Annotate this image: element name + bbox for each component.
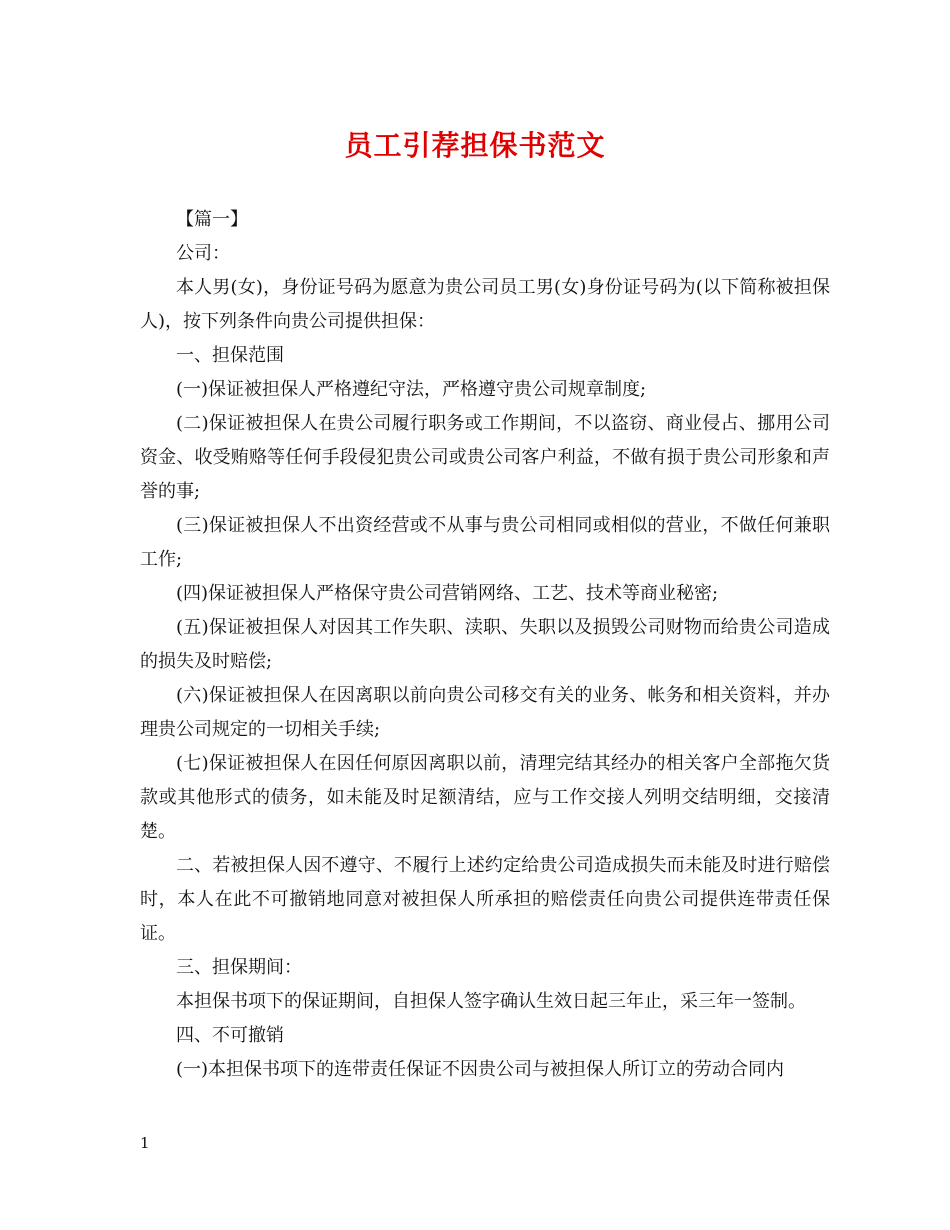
irrevocable-item-1: (一)本担保书项下的连带责任保证不因贵公司与被担保人所订立的劳动合同内 [176,1059,785,1080]
guarantee-item-1: (一)保证被担保人严格遵纪守法，严格遵守贵公司规章制度; [176,379,647,400]
document-body [140,203,830,1087]
guarantor-statement: 本人男(女)，身份证号码为愿意为贵公司员工男(女)身份证号码为(以下简称被担保人)，按下列条件向贵公司提供担保： [140,277,830,332]
section-heading-irrevocable: 四、不可撤销 [176,1025,284,1046]
section-heading-guarantee-period: 三、担保期间： [176,957,302,978]
guarantee-item-2: (二)保证被担保人在贵公司履行职务或工作期间，不以盗窃、商业侵占、挪用公司资金、收受贿赂等任何手段侵犯贵公司或贵公司客户利益，不做有损于贵公司形象和声誉的事; [140,413,830,502]
document-title: 员工引荐担保书范文 [344,129,606,162]
guarantee-item-5: (五)保证被担保人对因其工作失职、渎职、失职以及损毁公司财物而给贵公司造成的损失及时赔偿; [140,617,830,672]
section-heading-guarantee-scope: 一、担保范围 [176,345,284,366]
joint-liability-clause: 二、若被担保人因不遵守、不履行上述约定给贵公司造成损失而未能及时进行赔偿时，本人在此不可撤销地同意对被担保人所承担的赔偿责任向贵公司提供连带责任保证。 [140,855,830,944]
guarantee-item-6: (六)保证被担保人在因离职以前向贵公司移交有关的业务、帐务和相关资料，并办理贵公司规定的一切相关手续; [140,685,830,740]
guarantee-item-4: (四)保证被担保人严格保守贵公司营销网络、工艺、技术等商业秘密; [176,583,719,604]
guarantee-period-text: 本担保书项下的保证期间，自担保人签字确认生效日起三年止，采三年一签制。 [176,991,806,1012]
guarantee-item-3: (三)保证被担保人不出资经营或不从事与贵公司相同或相似的营业，不做任何兼职工作; [140,515,830,570]
salutation: 公司： [176,243,230,264]
guarantee-item-7: (七)保证被担保人在因任何原因离职以前，清理完结其经办的相关客户全部拖欠货款或其他形式的债务，如未能及时足额清结，应与工作交接人列明交结明细，交接清楚。 [140,753,830,842]
page-number: 1 [140,1134,150,1152]
section-heading-part-one: 【篇一】 [176,209,248,230]
